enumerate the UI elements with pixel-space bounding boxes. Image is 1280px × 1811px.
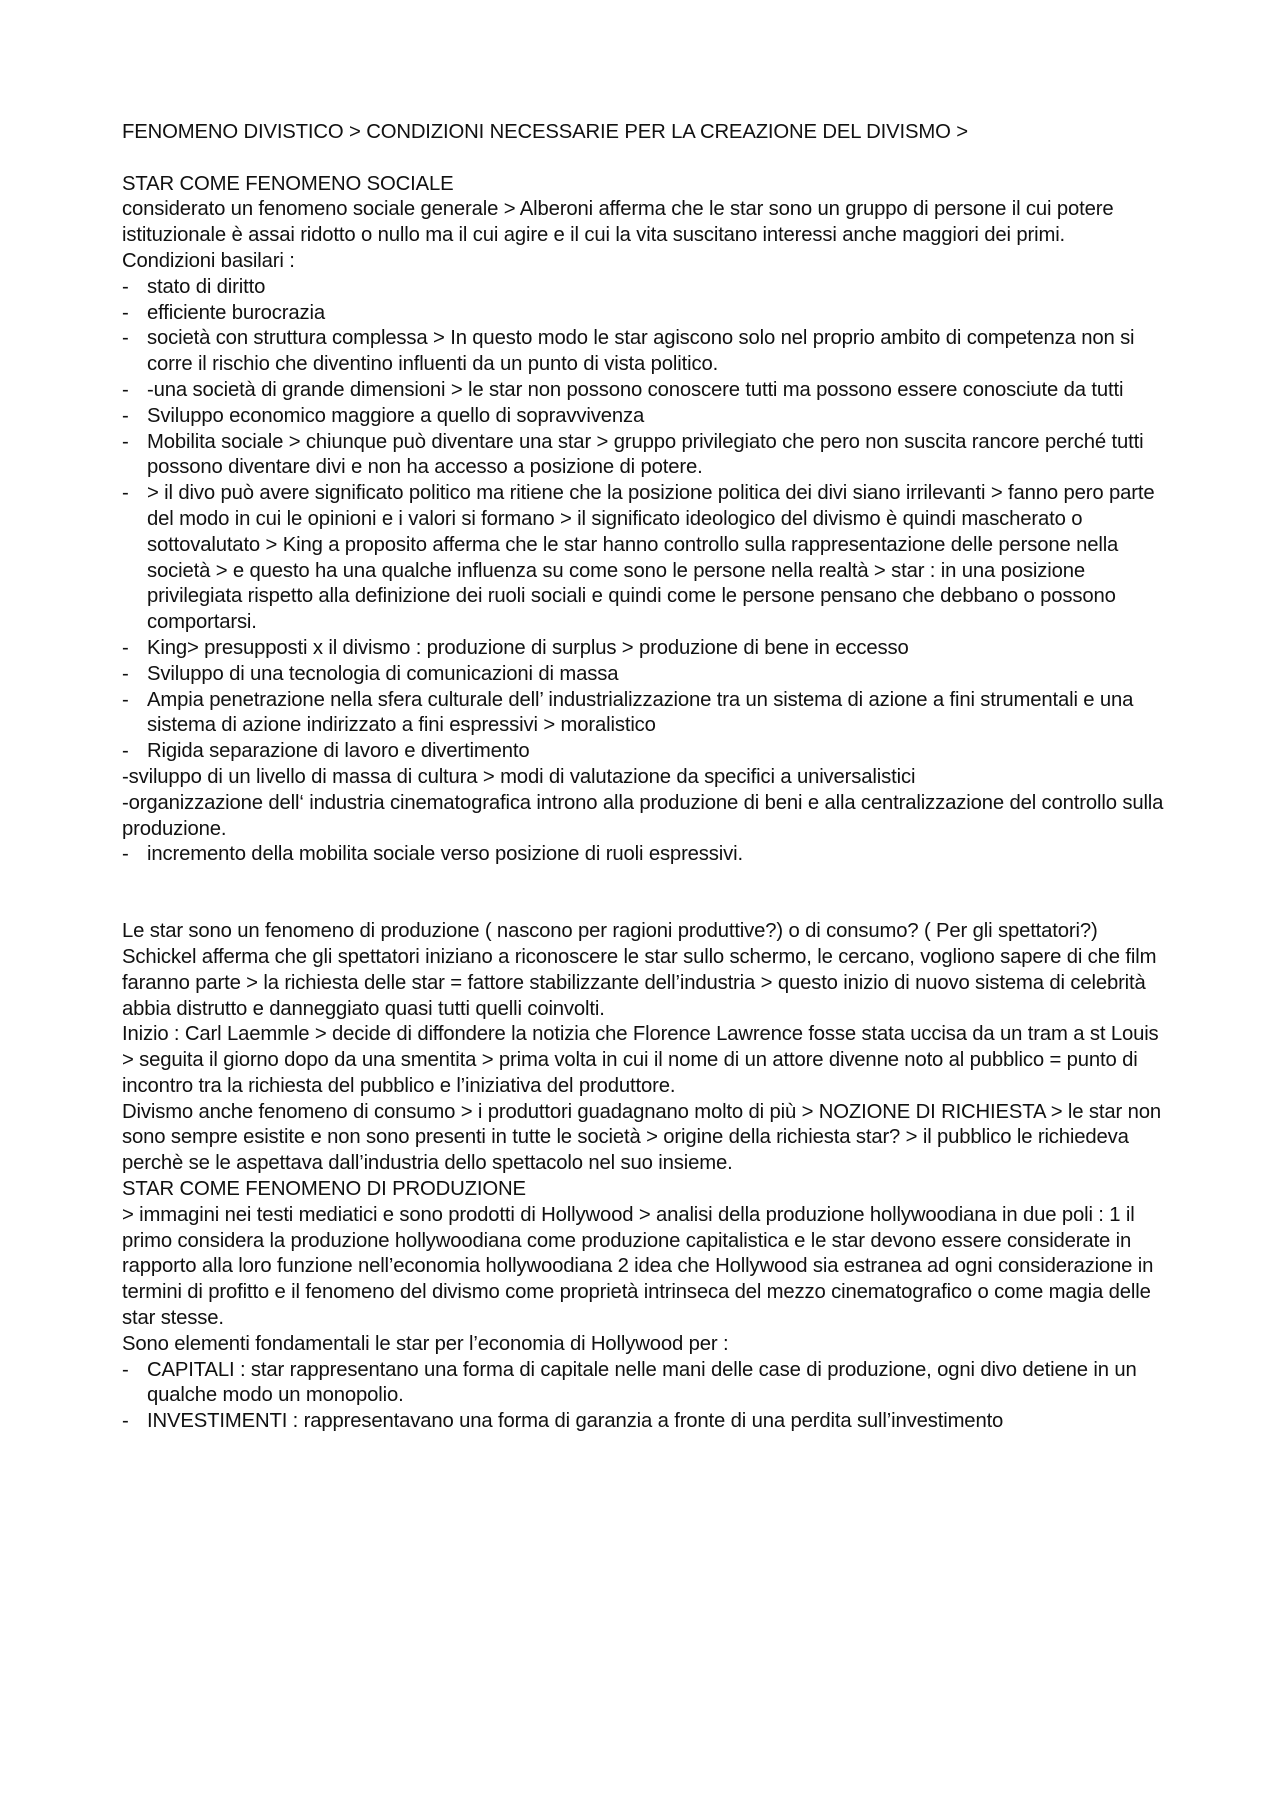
- paragraph-schickel: Schickel afferma che gli spettatori iniziano a riconoscere le star sullo schermo, le cercano, vogliono sapere di che film faranno parte > la richiesta delle star = fattore stabilizzante dell’industria > questo inizio di nuovo sistema di celebrità abbia distrutto e danneggiato quasi tutti quelli coinvolti.: [122, 945, 1157, 1020]
- list-item: - Ampia penetrazione nella sfera culturale dell’ industrializzazione tra un sistema di azione a fini strumentali e una sistema di azione indirizzato a fini espressivi > moralistico: [122, 688, 1172, 740]
- list-item: - società con struttura complessa > In questo modo le star agiscono solo nel proprio ambito di competenza non si corre il rischio che diventino influenti da un punto di vista politico.: [122, 326, 1172, 378]
- section-title-social: STAR COME FENOMENO SOCIALE: [122, 172, 454, 195]
- paragraph-intro: considerato un fenomeno sociale generale > Alberoni afferma che le star sono un gruppo di persone il cui potere istituzionale è assai ridotto o nullo ma il cui agire e il cui la vita suscitano interessi anche maggiori dei primi.: [122, 198, 1114, 247]
- plain-line: -organizzazione dell‘ industria cinematografica introno alla produzione di beni e alla centralizzazione del controllo sulla produzione.: [122, 791, 1164, 840]
- conditions-list: [122, 275, 1172, 765]
- paragraph-produzione: > immagini nei testi mediatici e sono prodotti di Hollywood > analisi della produzione hollywoodiana in due poli : 1 il primo considera la produzione hollywoodiana come produzione capitalistica e le star devono essere considerate in rapporto alla loro funzione nell’economia hollywoodiana 2 idea che Hollywood sia estranea ad ogni considerazione in termini di profitto e il fenomeno del divismo come proprietà intrinseca del mezzo cinematografico o come magia delle star stesse.: [122, 1203, 1154, 1330]
- paragraph-inizio: Inizio : Carl Laemmle > decide di diffondere la notizia che Florence Lawrence fosse stata uccisa da un tram a st Louis > seguita il giorno dopo da una smentita > prima volta in cui il nome di un attore divenne noto al pubblico = punto di incontro tra la richiesta del pubblico e l’iniziativa del produttore.: [122, 1023, 1159, 1097]
- plain-line: -sviluppo di un livello di massa di cultura > modi di valutazione da specifici a universalistici: [122, 765, 916, 788]
- list-item: - Sviluppo di una tecnologia di comunicazioni di massa: [122, 662, 1172, 688]
- list-item: - efficiente burocrazia: [122, 301, 1172, 327]
- conditions-list-tail: [122, 842, 1172, 868]
- conditions-label: Condizioni basilari :: [122, 249, 295, 272]
- paragraph-consumo: Divismo anche fenomeno di consumo > i produttori guadagnano molto di più > NOZIONE DI RICHIESTA > le star non sono sempre esistite e non sono presenti in tutte le società > origine della richiesta star? > il pubblico le richiedeva perchè se le aspettava dall’industria dello spettacolo nel suo insieme.: [122, 1100, 1161, 1175]
- list-item: - INVESTIMENTI : rappresentavano una forma di garanzia a fronte di una perdita sull’investimento: [122, 1409, 1172, 1435]
- list-item: - Rigida separazione di lavoro e divertimento: [122, 739, 1172, 765]
- document-page: [122, 120, 1172, 1435]
- spacer: [122, 868, 1172, 919]
- economy-list: [122, 1358, 1172, 1435]
- list-item: - incremento della mobilita sociale verso posizione di ruoli espressivi.: [122, 842, 1172, 868]
- document-heading: FENOMENO DIVISTICO > CONDIZIONI NECESSARIE PER LA CREAZIONE DEL DIVISMO >: [122, 121, 968, 143]
- list-item: - > il divo può avere significato politico ma ritiene che la posizione politica dei divi siano irrilevanti > fanno pero parte del modo in cui le opinioni e i valori si formano > il significato ideologico del divismo è quindi mascherato o sottovalutato > King a proposito afferma che le star hanno controllo sulla rappresentazione delle persone nella società > e questo ha una qualche influenza su come sono le persone nella realtà > star : in una posizione privilegiata rispetto alla definizione dei ruoli sociali e quindi come le persone pensano che debbano o possono comportarsi.: [122, 481, 1172, 636]
- list-item: - stato di diritto: [122, 275, 1172, 301]
- list-item: - CAPITALI : star rappresentano una forma di capitale nelle mani delle case di produzione, ogni divo detiene in un qualche modo un monopolio.: [122, 1358, 1172, 1410]
- section-title-production: STAR COME FENOMENO DI PRODUZIONE: [122, 1178, 526, 1201]
- spacer: [122, 146, 1172, 172]
- list-item: - Mobilita sociale > chiunque può diventare una star > gruppo privilegiato che pero non suscita rancore perché tutti possono diventare divi e non ha accesso a posizione di potere.: [122, 430, 1172, 482]
- paragraph-elementi: Sono elementi fondamentali le star per l’economia di Hollywood per :: [122, 1332, 729, 1355]
- list-item: - Sviluppo economico maggiore a quello di sopravvivenza: [122, 404, 1172, 430]
- list-item: - King> presupposti x il divismo : produzione di surplus > produzione di bene in eccesso: [122, 636, 1172, 662]
- list-item: - -una società di grande dimensioni > le star non possono conoscere tutti ma possono essere conosciute da tutti: [122, 378, 1172, 404]
- paragraph-question: Le star sono un fenomeno di produzione ( nascono per ragioni produttive?) o di consumo? ( Per gli spettatori?): [122, 920, 1098, 943]
